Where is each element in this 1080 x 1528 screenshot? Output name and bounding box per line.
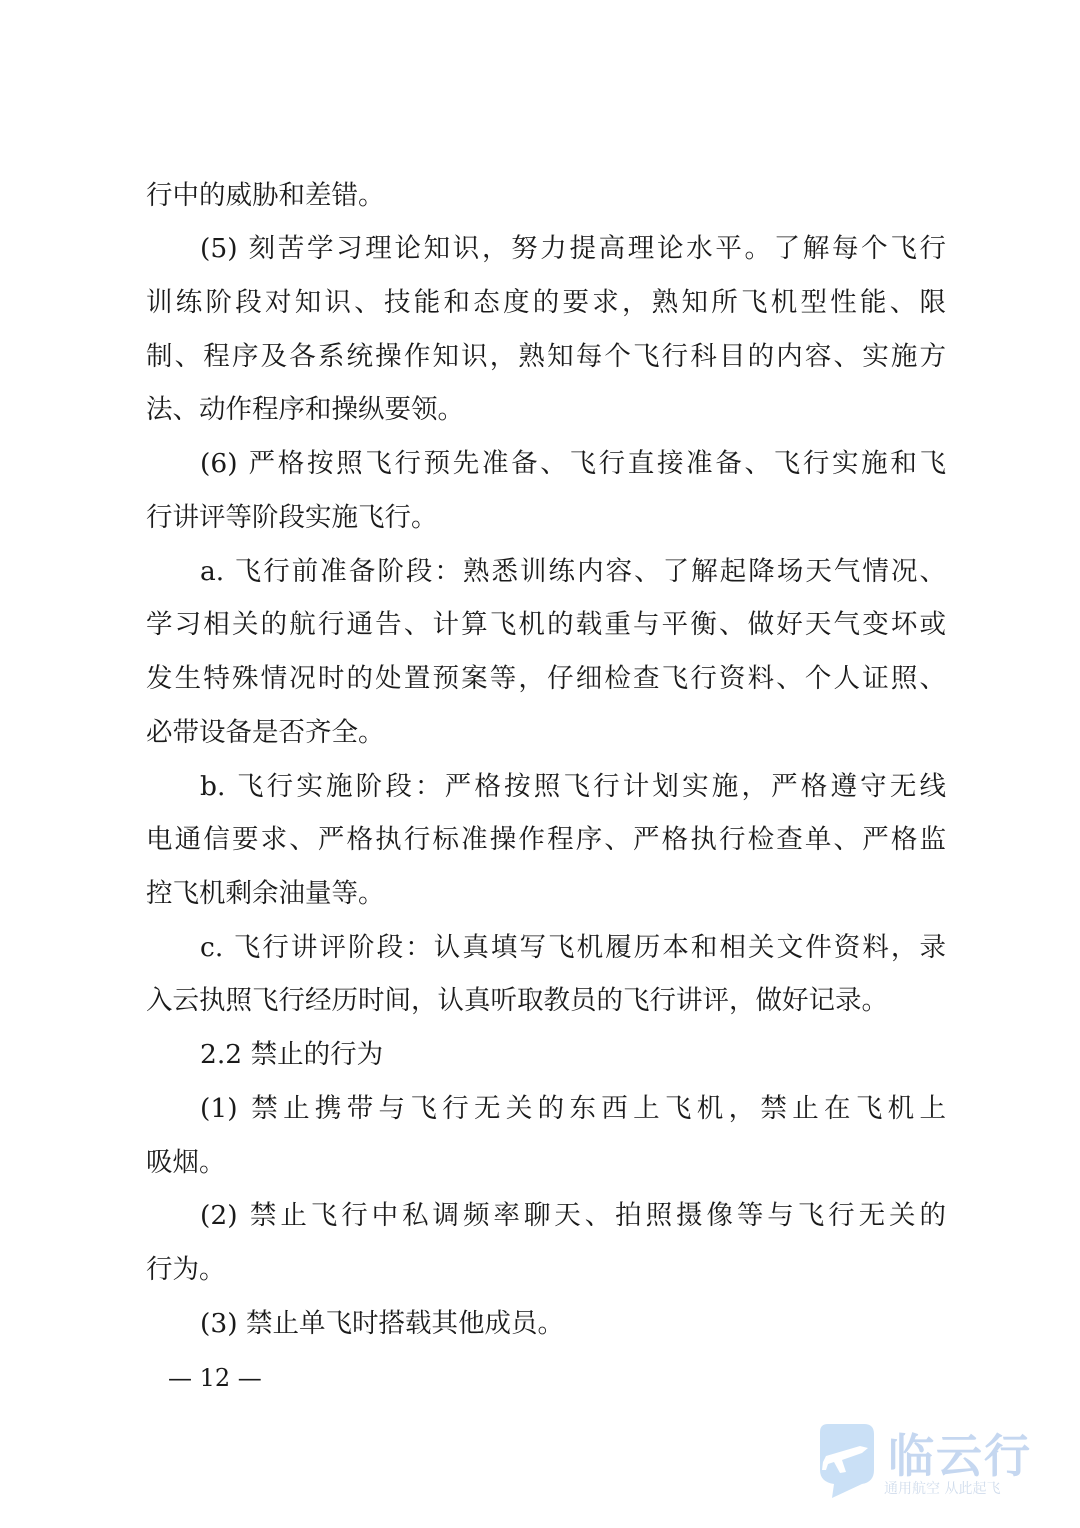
watermark: [812, 1420, 1052, 1510]
text-line: (5) 刻苦学习理论知识，努力提高理论水平。了解每个飞行: [200, 233, 946, 264]
text-line: c. 飞行讲评阶段：认真填写飞机履历本和相关文件资料，录: [200, 932, 946, 963]
text-line: a. 飞行前准备阶段：熟悉训练内容、了解起降场天气情况、: [200, 556, 946, 587]
text-line: 控飞机剩余油量等。: [146, 878, 385, 909]
text-line: (3) 禁止单飞时搭载其他成员。: [200, 1308, 564, 1339]
watermark-title: 临云行: [888, 1429, 1032, 1483]
text-line: 法、动作程序和操纵要领。: [146, 394, 464, 425]
text-line: 电通信要求、严格执行标准操作程序、严格执行检查单、严格监: [146, 824, 946, 855]
text-line: (6) 严格按照飞行预先准备、飞行直接准备、飞行实施和飞: [200, 448, 946, 479]
text-line: 行为。: [146, 1254, 226, 1285]
text-line: 必带设备是否齐全。: [146, 717, 385, 748]
text-line: 吸烟。: [146, 1147, 226, 1178]
text-line: 训练阶段对知识、技能和态度的要求，熟知所飞机型性能、限: [146, 287, 946, 318]
page-number: — 12 —: [168, 1364, 262, 1392]
watermark-subtitle: 通用航空 从此起飞: [884, 1481, 1001, 1497]
text-line: (1) 禁止携带与飞行无关的东西上飞机，禁止在飞机上: [200, 1093, 946, 1124]
text-line: 行中的威胁和差错。: [146, 180, 385, 211]
text-line: 发生特殊情况时的处置预案等，仔细检查飞行资料、个人证照、: [146, 663, 946, 694]
text-line: 制、程序及各系统操作知识，熟知每个飞行科目的内容、实施方: [146, 341, 946, 372]
airplane-logo-icon: [812, 1422, 880, 1500]
text-line: (2) 禁止飞行中私调频率聊天、拍照摄像等与飞行无关的: [200, 1200, 946, 1231]
text-line: 行讲评等阶段实施飞行。: [146, 502, 438, 533]
text-line: b. 飞行实施阶段：严格按照飞行计划实施，严格遵守无线: [200, 771, 946, 802]
section-heading: 2.2 禁止的行为: [200, 1039, 384, 1070]
text-line: 入云执照飞行经历时间，认真听取教员的飞行讲评，做好记录。: [146, 985, 888, 1016]
text-line: 学习相关的航行通告、计算飞机的载重与平衡、做好天气变坏或: [146, 609, 946, 640]
